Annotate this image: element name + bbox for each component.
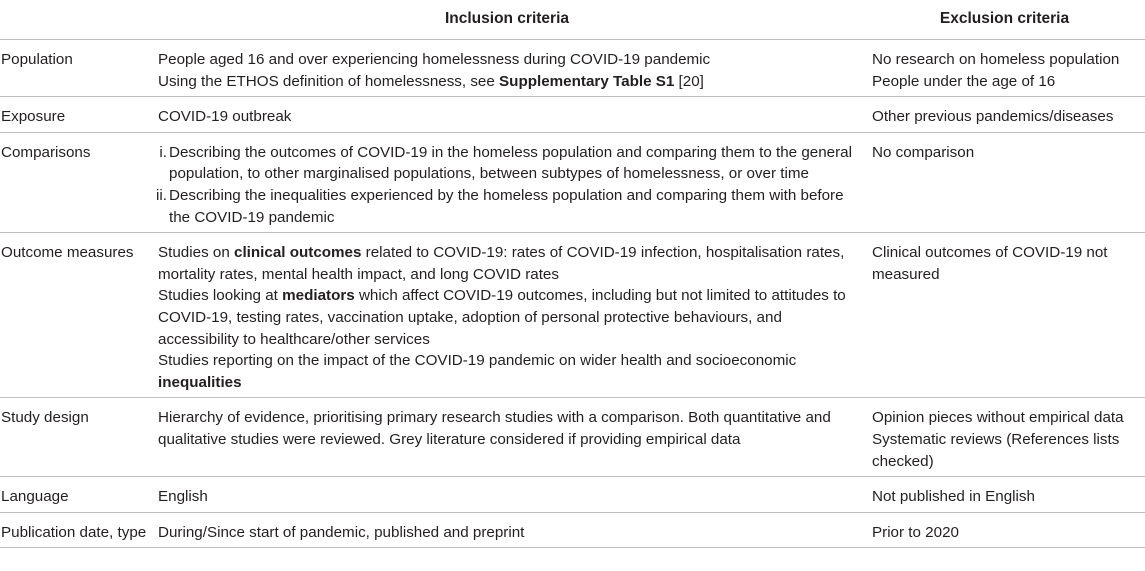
inclusion-paragraph xyxy=(158,285,860,350)
row-label: Language xyxy=(0,477,150,513)
header-exclusion: Exclusion criteria xyxy=(864,0,1145,40)
text-run: Studies on xyxy=(158,244,234,262)
exclusion-text: Not published in English xyxy=(864,477,1145,513)
header-row xyxy=(0,0,1145,40)
inclusion-text: English xyxy=(150,477,864,513)
text-run: related to COVID-19: rates of COVID-19 infection, hospitalisation rates, mortality rates, mental health impact, and long COVID rates xyxy=(158,244,845,283)
exclusion-text: No comparison xyxy=(864,132,1145,232)
row-study-design xyxy=(0,398,1145,477)
exclusion-text: Clinical outcomes of COVID-19 not measured xyxy=(864,233,1145,398)
inclusion-cell xyxy=(150,233,864,398)
row-publication-date xyxy=(0,512,1145,548)
row-label: Outcome measures xyxy=(0,233,150,398)
text-run: which affect COVID-19 outcomes, including but not limited to attitudes to COVID-19, testing rates, vaccination uptake, adoption of personal protective behaviours, and accessibility to healthcare/other services xyxy=(158,287,846,348)
row-label: Publication date, type xyxy=(0,512,150,548)
exclusion-cell xyxy=(864,40,1145,97)
inclusion-cell xyxy=(150,132,864,232)
header-inclusion: Inclusion criteria xyxy=(150,0,864,40)
text-run: Studies reporting on the impact of the COVID-19 pandemic on wider health and socioeconomic xyxy=(158,352,797,370)
exclusion-text: Opinion pieces without empirical data xyxy=(872,409,1124,427)
row-outcome-measures xyxy=(0,233,1145,398)
list-number: ii. xyxy=(156,186,167,204)
citation-ref[interactable]: [20] xyxy=(674,72,704,90)
inclusion-text: Hierarchy of evidence, prioritising primary research studies with a comparison. Both quantitative and qualitative studies were reviewed. Grey literature considered if providing empirical data xyxy=(150,398,864,477)
exclusion-cell xyxy=(864,398,1145,477)
row-label: Population xyxy=(0,40,150,97)
comparison-list xyxy=(158,142,860,228)
exclusion-text: Other previous pandemics/diseases xyxy=(864,97,1145,133)
exclusion-text: No research on homeless population xyxy=(872,51,1120,68)
supplementary-link[interactable]: Supplementary Table S1 xyxy=(499,72,675,90)
text-run: Using the ETHOS definition of homelessness, see xyxy=(158,72,500,90)
row-language xyxy=(0,477,1145,513)
list-item xyxy=(158,185,860,228)
list-item-text: Describing the outcomes of COVID-19 in the homeless population and comparing them to the general population, to other marginalised populations, between subtypes of homelessness, or over time xyxy=(169,143,852,183)
text-run: Studies looking at xyxy=(158,287,283,305)
emphasis: inequalities xyxy=(158,373,242,391)
inclusion-text: People aged 16 and over experiencing homelessness during COVID-19 pandemic xyxy=(158,51,711,68)
row-population xyxy=(0,40,1145,97)
inclusion-text: During/Since start of pandemic, published and preprint xyxy=(150,512,864,548)
exclusion-text: People under the age of 16 xyxy=(872,72,1056,90)
inclusion-text: COVID-19 outbreak xyxy=(150,97,864,133)
list-number: i. xyxy=(159,143,167,161)
row-label: Exposure xyxy=(0,97,150,133)
exclusion-text: Prior to 2020 xyxy=(864,512,1145,548)
inclusion-paragraph xyxy=(158,242,860,285)
header-blank xyxy=(0,0,150,40)
emphasis: clinical outcomes xyxy=(234,244,362,262)
row-exposure xyxy=(0,97,1145,133)
list-item xyxy=(158,142,860,185)
emphasis: mediators xyxy=(282,287,355,305)
row-label: Study design xyxy=(0,398,150,477)
row-comparisons xyxy=(0,132,1145,232)
inclusion-text xyxy=(158,71,860,93)
list-item-text: Describing the inequalities experienced by the homeless population and comparing them with before the COVID-19 pandemic xyxy=(169,186,844,226)
row-label: Comparisons xyxy=(0,132,150,232)
inclusion-paragraph xyxy=(158,350,860,393)
inclusion-cell xyxy=(150,40,864,97)
exclusion-text: Systematic reviews (References lists checked) xyxy=(872,430,1120,470)
